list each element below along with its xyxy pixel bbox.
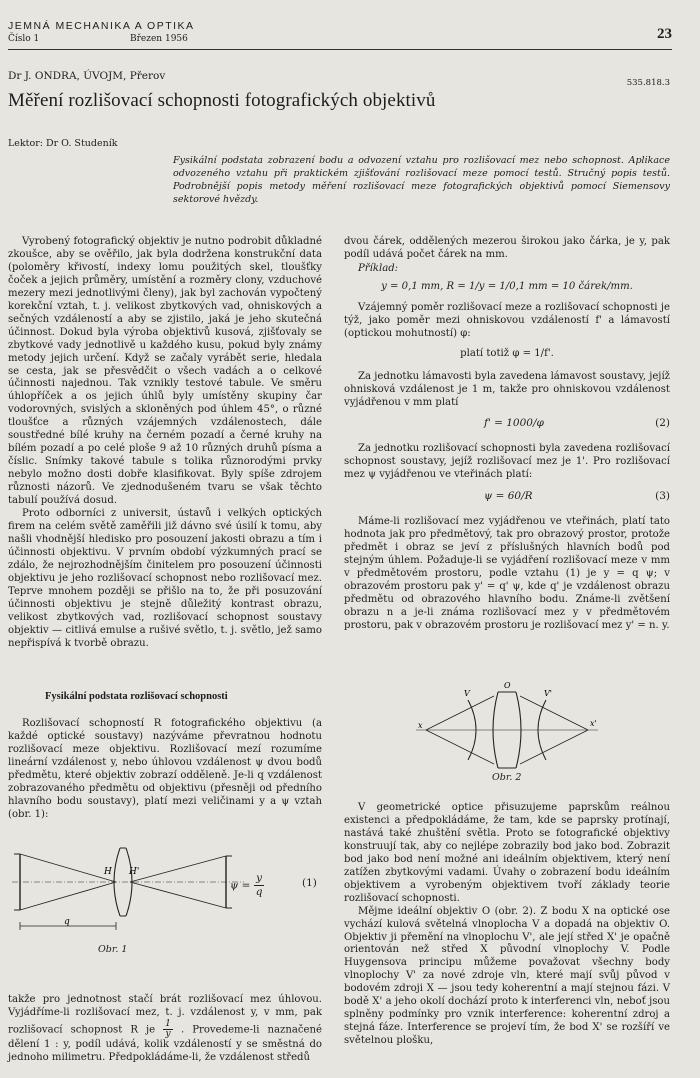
figure-1-diagram: [8, 828, 251, 938]
eq1-numerator: y: [254, 872, 265, 886]
issue-date: Březen 1956: [130, 34, 188, 44]
article-title: Měření rozlišovací schopnosti fotografických objektivů: [8, 90, 436, 111]
header-rule: [8, 49, 672, 50]
figure-1-caption: Obr. 1: [98, 944, 128, 955]
section-heading: Fysikální podstata rozlišovací schopnosti: [45, 691, 228, 702]
equation-2-number: (2): [655, 417, 670, 430]
equation-3-number: (3): [655, 490, 670, 503]
label-q: q: [64, 917, 70, 927]
example-label: Příklad:: [358, 262, 399, 274]
paragraph-fragment: . Provedeme-li naznačené dělení 1 : y, podíl udává, kolik vzdáleností y se směstná do jednoho milimetru. Předpokládáme-li, že vzdálenost středů: [8, 1024, 322, 1063]
paragraph: Rozlišovací schopností R fotografického objektivu (a každé optické soustavy) nazýváme převratnou hodnotu rozlišovací meze objektivu. Rozlišovací mezí rozumíme lineární vzdálenost y, nebo úhlovou vzdálenost ψ dvou bodů předmětu, které objektiv zobrazí odděleně. Je-li q vzdálenost zobrazovaného předmětu od objektivu (přesněji od předního hlavního bodu soustavy), platí mezi veličinami y a ψ vztah (obr. 1):: [8, 718, 322, 820]
paragraph: Mějme ideální objektiv O (obr. 2). Z bodu X na optické ose vychází kulová světelná vlnoplocha V a dopadá na objektiv O. Objektiv ji přemění na vlnoplochu V', ale její střed X' je opačně orientován než střed X původní vlnoplochy V. Podle Huygensova principu můžeme považovat všechny body vlnoplochy V' za nové zdroje vln, které mají svůj původ v bodovém zdroji X — jsou tedy koherentní a mají stejnou fázi. V bodě X' a jeho okolí dochází proto k interferenci vln, neboť jsou splněny podmínky pro vznik interference: koherentní zdroj a stejná fáze. Interference se projeví tím, že bod X' se rozšíří ve světelnou plošku,: [344, 905, 670, 1047]
paragraph: V geometrické optice přisuzujeme paprskům reálnou existenci a předpokládáme, že tam, kde se paprsky protínají, nastává také zhuštění světla. Proto se fotografické objektivy konstruují tak, aby co nejlépe zobrazily bod jako bod. Zobrazit bod jako bod není možné ani ideálním objektivem, který není zatížen zbytkovými vadami. Úvahy o zobrazení bodu ideálním objektivem a vyrobeným objektivem tvoří základy teorie rozlišovací schopnosti.: [344, 802, 670, 904]
article-author: Dr J. ONDRA, ÚVOJM, Přerov: [8, 70, 166, 82]
frac-numerator: 1: [165, 1018, 171, 1029]
left-column-middle: [8, 718, 322, 822]
equation-1: [230, 872, 264, 899]
label-x: x: [418, 721, 423, 730]
equation-2: f' = 1000/φ: [484, 417, 544, 430]
eq1-denominator: q: [255, 886, 263, 898]
label-h-prime: H': [129, 867, 140, 877]
issue-number: Číslo 1: [8, 34, 40, 44]
paragraph: Za jednotku rozlišovací schopnosti byla zavedena rozlišovací schopnost soustavy, jejíž rozlišovací mez je 1'. Pro rozlišovací mez ψ vyjádřenou ve vteřinách platí:: [344, 443, 670, 481]
eq1-lhs: ψ =: [230, 879, 251, 892]
article-reviewer: Lektor: Dr O. Studeník: [8, 138, 118, 149]
equation-3: ψ = 60/R: [484, 490, 533, 503]
label-h: H: [104, 867, 112, 877]
paragraph: Vyrobený fotografický objektiv je nutno podrobit důkladné zkoušce, aby se ověřilo, jak byla dodržena konstrukční data (poloměry křivostí, indexy lomu použitých skel, tloušťky čoček a jejich průměry, umístění a rozměry clony, vzduchové mezery mezi jednotlivými členy), jak byl zachován vypočtený korekční vztah, t. j. velikost zbytkových vad, ohniskových a sečných vzdáleností a aby se zjistilo, jaká je jeho skutečná účinnost. Dokud byla výroba objektivů kusová, zjišťovaly se zbytkové vady jednotlivě u každého kusu, pokud byly známy metody jejich určení. Když se začaly vyrábět serie, hledala se cesta, jak se přesvědčit o všech vadách a o celkové účinnosti najednou. Tak vznikly testové tabule. Ve směru úhlopříček a os jejich úhlů byly umístěny skupiny čar vodorovných, svislých a skloněných pod úhlem 45°, o různé tloušťce a různých vzájemných vzdálenostech, dále soustředné bílé kruhy na černém pozadí a černé kruhy na bílém pozadí a po celé ploše 9 až 10 různých druhů písma a číslic. Snímky takové tabule s tolika různorodými prvky nebylo možno dosti dobře klasifikovat. Byly spíše zdrojem různosti názorů. Ve zjednodušeném tvaru se však těchto tabulí používá dosud.: [8, 236, 322, 507]
paragraph: dvou čárek, oddělených mezerou širokou jako čárka, je y, pak podíl udává počet čárek na mm.: [344, 236, 670, 260]
label-v-prime: V': [544, 689, 552, 698]
equation-phi: platí totiž φ = 1/f'.: [460, 347, 554, 359]
example-equation: y = 0,1 mm, R = 1/y = 1/0,1 mm = 10 čárek/mm.: [381, 280, 633, 292]
label-v: V: [464, 689, 470, 698]
equation-2-row: [344, 409, 670, 443]
label-o: O: [504, 681, 511, 690]
paragraph: Proto odborníci z universit, ústavů i velkých optických firem na celém světě zaměřili již dávno své úsilí k tomu, aby našli vhodnější hledisko pro posouzení jakosti obrazu a tím i účinnosti objektivu. V prvním období výzkumných prací se zdálo, že nejrozhodnějším činitelem pro posouzení účinnosti objektivu je jeho rozlišovací schopnost nebo rozlišovací mez. Teprve mnohem později se přišlo na to, že při posuzování účinnosti objektivu je stejně důležitý kontrast obrazu, velikost zbytkových vad, rozlišovací schopnost soustavy objektiv — citlivá emulse a rušivé světlo, t. j. světlo, jež samo nepřispívá k tvorbě obrazu.: [8, 508, 322, 649]
left-column-top: [8, 236, 322, 651]
left-column-bottom: [8, 994, 322, 1065]
udc-code: 535.818.3: [626, 78, 670, 88]
figure-2-caption: Obr. 2: [492, 772, 522, 783]
page-number: 23: [657, 26, 672, 42]
eq1-fraction: [254, 872, 265, 899]
paragraph: Máme-li rozlišovací mez vyjádřenou ve vteřinách, platí tato hodnota jak pro předmětový, tak pro obrazový prostor, protože předmět i obraz se jeví z příslušných hlavních bodů pod stejným úhlem. Požaduje-li se vyjádření rozlišovací meze v mm v předmětovém prostoru, podle vztahu (1) je y = q ψ; v obrazovém prostoru pak y' = q' ψ, kde q' je vzdálenost obrazu předmětu od obrazového hlavního bodu. Známe-li zvětšení obrazu n a je-li známa rozlišovací mez y v předmětovém prostoru, pak v obrazovém prostoru je rozlišovací mez y' = n. y.: [344, 516, 670, 631]
equation-3-row: [344, 482, 670, 516]
equation-1-number: (1): [302, 877, 317, 889]
right-column-bottom: [344, 802, 670, 1048]
label-x-prime: x': [590, 719, 597, 728]
article-abstract: Fysikální podstata zobrazení bodu a odvození vztahu pro rozlišovací mez nebo schopnost. Aplikace odvozeného vztahu při praktickém zjišťování rozlišovací meze pomocí testů. Stručný popis testů. Podrobnější popis metody měření rozlišovací meze fotografických objektivů pomocí Siemensovy sektorové hvězdy.: [173, 155, 670, 205]
frac-denominator: y: [165, 1028, 171, 1039]
journal-name: JEMNÁ MECHANIKA A OPTIKA: [8, 20, 195, 32]
inline-fraction: [163, 1020, 173, 1039]
paragraph-fragment: takže pro jednotnost stačí brát rozlišovací mez úhlovou. Vyjádříme-li rozlišovací mez, t. j. vzdálenost y, v mm, pak rozlišovací schopnost R je: [8, 994, 322, 1036]
paragraph: Za jednotku lámavosti byla zavedena lámavost soustavy, jejíž ohnisková vzdálenost je 1 m, takže pro ohniskovou vzdálenost vyjádřenou v mm platí: [344, 370, 670, 408]
paragraph: Vzájemný poměr rozlišovací meze a rozlišovací schopnosti je týž, jako poměr mezi ohniskovou vzdáleností f' a lámavostí (optickou mohutností) φ:: [344, 301, 670, 339]
right-column-top: [344, 236, 670, 633]
